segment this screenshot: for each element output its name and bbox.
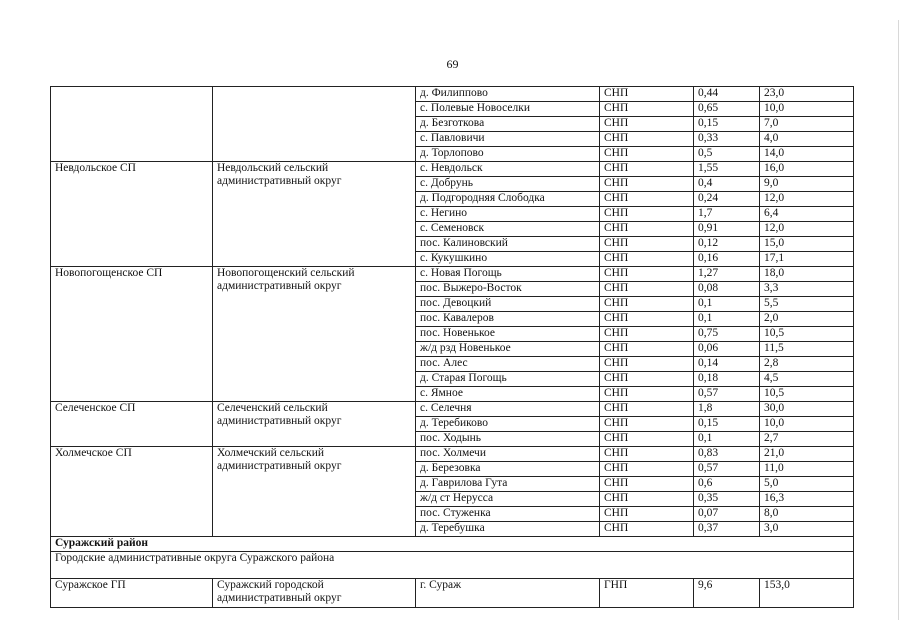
area-value-cell: 0,65	[694, 102, 760, 117]
area-value-cell: 0,75	[694, 327, 760, 342]
place-name-cell: д. Торлопово	[416, 147, 600, 162]
distance-value-cell: 18,0	[760, 267, 854, 282]
admin-okrug-cell: Новопогощенский сельский административный округ	[213, 267, 416, 402]
settlement-org-cell: Суражское ГП	[51, 579, 213, 608]
place-name-cell: пос. Алес	[416, 357, 600, 372]
place-name-cell: пос. Девоцкий	[416, 297, 600, 312]
place-type-cell: СНП	[600, 162, 694, 177]
distance-value-cell: 17,1	[760, 252, 854, 267]
area-value-cell: 0,18	[694, 372, 760, 387]
place-name-cell: пос. Ходынь	[416, 432, 600, 447]
place-type-cell: СНП	[600, 312, 694, 327]
area-value-cell: 0,37	[694, 522, 760, 537]
place-type-cell: СНП	[600, 522, 694, 537]
area-value-cell: 1,8	[694, 402, 760, 417]
distance-value-cell: 3,0	[760, 522, 854, 537]
place-name-cell: д. Теребушка	[416, 522, 600, 537]
section-row	[51, 537, 854, 552]
area-value-cell: 0,6	[694, 477, 760, 492]
area-value-cell: 0,44	[694, 87, 760, 102]
place-name-cell: с. Полевые Новоселки	[416, 102, 600, 117]
area-value-cell: 0,15	[694, 117, 760, 132]
area-value-cell: 0,06	[694, 342, 760, 357]
distance-value-cell: 15,0	[760, 237, 854, 252]
place-name-cell: д. Березовка	[416, 462, 600, 477]
distance-value-cell: 14,0	[760, 147, 854, 162]
place-name-cell: пос. Новенькое	[416, 327, 600, 342]
place-name-cell: с. Кукушкино	[416, 252, 600, 267]
area-value-cell: 1,27	[694, 267, 760, 282]
distance-value-cell: 7,0	[760, 117, 854, 132]
place-type-cell: СНП	[600, 132, 694, 147]
distance-value-cell: 4,0	[760, 132, 854, 147]
table-row	[51, 402, 854, 417]
place-type-cell: СНП	[600, 372, 694, 387]
place-type-cell: СНП	[600, 507, 694, 522]
place-name-cell: пос. Выжеро-Восток	[416, 282, 600, 297]
place-name-cell: пос. Стуженка	[416, 507, 600, 522]
area-value-cell: 0,57	[694, 387, 760, 402]
table-row	[51, 162, 854, 177]
area-value-cell: 0,15	[694, 417, 760, 432]
place-name-cell: д. Теребиково	[416, 417, 600, 432]
distance-value-cell: 16,0	[760, 162, 854, 177]
admin-okrug-cell: Холмечский сельский административный округ	[213, 447, 416, 537]
distance-value-cell: 23,0	[760, 87, 854, 102]
distance-value-cell: 12,0	[760, 222, 854, 237]
place-name-cell: с. Селечня	[416, 402, 600, 417]
table-row	[51, 267, 854, 282]
place-type-cell: СНП	[600, 102, 694, 117]
area-value-cell: 0,35	[694, 492, 760, 507]
page-edge-line	[898, 20, 899, 620]
subsection-row	[51, 552, 854, 579]
place-type-cell: СНП	[600, 342, 694, 357]
admin-okrug-cell	[213, 87, 416, 162]
place-type-cell: СНП	[600, 222, 694, 237]
place-name-cell: с. Ямное	[416, 387, 600, 402]
area-value-cell: 0,14	[694, 357, 760, 372]
area-value-cell: 0,1	[694, 312, 760, 327]
distance-value-cell: 11,0	[760, 462, 854, 477]
settlements-table	[50, 86, 854, 608]
table-row	[51, 87, 854, 102]
place-name-cell: д. Старая Погощь	[416, 372, 600, 387]
place-name-cell: д. Безготкова	[416, 117, 600, 132]
place-type-cell: СНП	[600, 357, 694, 372]
place-type-cell: СНП	[600, 87, 694, 102]
settlement-org-cell: Холмечское СП	[51, 447, 213, 537]
area-value-cell: 0,91	[694, 222, 760, 237]
place-type-cell: СНП	[600, 447, 694, 462]
area-value-cell: 0,83	[694, 447, 760, 462]
place-type-cell: СНП	[600, 462, 694, 477]
area-value-cell: 0,4	[694, 177, 760, 192]
admin-okrug-cell: Селеченский сельский административный округ	[213, 402, 416, 447]
admin-okrug-cell: Суражский городской административный округ	[213, 579, 416, 608]
distance-value-cell: 4,5	[760, 372, 854, 387]
place-type-cell: СНП	[600, 252, 694, 267]
area-value-cell: 0,1	[694, 297, 760, 312]
area-value-cell: 1,7	[694, 207, 760, 222]
area-value-cell: 0,24	[694, 192, 760, 207]
area-value-cell: 0,33	[694, 132, 760, 147]
area-value-cell: 0,07	[694, 507, 760, 522]
table-row	[51, 447, 854, 462]
distance-value-cell: 10,5	[760, 387, 854, 402]
distance-value-cell: 2,7	[760, 432, 854, 447]
place-type-cell: СНП	[600, 207, 694, 222]
distance-value-cell: 21,0	[760, 447, 854, 462]
place-type-cell: СНП	[600, 237, 694, 252]
admin-okrug-cell: Невдольский сельский административный округ	[213, 162, 416, 267]
place-name-cell: с. Семеновск	[416, 222, 600, 237]
place-type-cell: СНП	[600, 267, 694, 282]
place-name-cell: д. Гаврилова Гута	[416, 477, 600, 492]
place-name-cell: д. Подгородняя Слободка	[416, 192, 600, 207]
place-name-cell: с. Невдольск	[416, 162, 600, 177]
place-name-cell: с. Новая Погощь	[416, 267, 600, 282]
place-name-cell: с. Павловичи	[416, 132, 600, 147]
distance-value-cell: 10,5	[760, 327, 854, 342]
place-name-cell: с. Негино	[416, 207, 600, 222]
area-value-cell: 0,1	[694, 432, 760, 447]
place-name-cell: ж/д рзд Новенькое	[416, 342, 600, 357]
distance-value-cell: 8,0	[760, 507, 854, 522]
table-body	[51, 87, 854, 608]
distance-value-cell: 10,0	[760, 102, 854, 117]
place-type-cell: ГНП	[600, 579, 694, 608]
area-value-cell: 9,6	[694, 579, 760, 608]
place-type-cell: СНП	[600, 297, 694, 312]
distance-value-cell: 12,0	[760, 192, 854, 207]
place-name-cell: г. Сураж	[416, 579, 600, 608]
place-type-cell: СНП	[600, 387, 694, 402]
area-value-cell: 0,16	[694, 252, 760, 267]
distance-value-cell: 9,0	[760, 177, 854, 192]
area-value-cell: 0,08	[694, 282, 760, 297]
place-type-cell: СНП	[600, 327, 694, 342]
area-value-cell: 0,57	[694, 462, 760, 477]
settlement-org-cell	[51, 87, 213, 162]
place-type-cell: СНП	[600, 402, 694, 417]
distance-value-cell: 153,0	[760, 579, 854, 608]
place-type-cell: СНП	[600, 432, 694, 447]
area-value-cell: 1,55	[694, 162, 760, 177]
settlement-org-cell: Селеченское СП	[51, 402, 213, 447]
place-type-cell: СНП	[600, 477, 694, 492]
distance-value-cell: 2,0	[760, 312, 854, 327]
place-name-cell: ж/д ст Нерусса	[416, 492, 600, 507]
place-name-cell: с. Добрунь	[416, 177, 600, 192]
subsection-title: Городские административные округа Суражского района	[51, 552, 854, 579]
distance-value-cell: 16,3	[760, 492, 854, 507]
place-type-cell: СНП	[600, 192, 694, 207]
page-number: 69	[446, 57, 459, 71]
distance-value-cell: 11,5	[760, 342, 854, 357]
place-type-cell: СНП	[600, 492, 694, 507]
place-type-cell: СНП	[600, 282, 694, 297]
distance-value-cell: 30,0	[760, 402, 854, 417]
table-row	[51, 579, 854, 608]
distance-value-cell: 5,5	[760, 297, 854, 312]
distance-value-cell: 5,0	[760, 477, 854, 492]
place-name-cell: пос. Калиновский	[416, 237, 600, 252]
distance-value-cell: 3,3	[760, 282, 854, 297]
area-value-cell: 0,12	[694, 237, 760, 252]
distance-value-cell: 2,8	[760, 357, 854, 372]
section-title: Суражский район	[51, 537, 854, 552]
place-type-cell: СНП	[600, 417, 694, 432]
distance-value-cell: 6,4	[760, 207, 854, 222]
area-value-cell: 0,5	[694, 147, 760, 162]
place-type-cell: СНП	[600, 147, 694, 162]
distance-value-cell: 10,0	[760, 417, 854, 432]
settlement-org-cell: Новопогощенское СП	[51, 267, 213, 402]
place-type-cell: СНП	[600, 177, 694, 192]
place-name-cell: пос. Холмечи	[416, 447, 600, 462]
settlement-org-cell: Невдольское СП	[51, 162, 213, 267]
place-name-cell: пос. Кавалеров	[416, 312, 600, 327]
place-name-cell: д. Филиппово	[416, 87, 600, 102]
place-type-cell: СНП	[600, 117, 694, 132]
